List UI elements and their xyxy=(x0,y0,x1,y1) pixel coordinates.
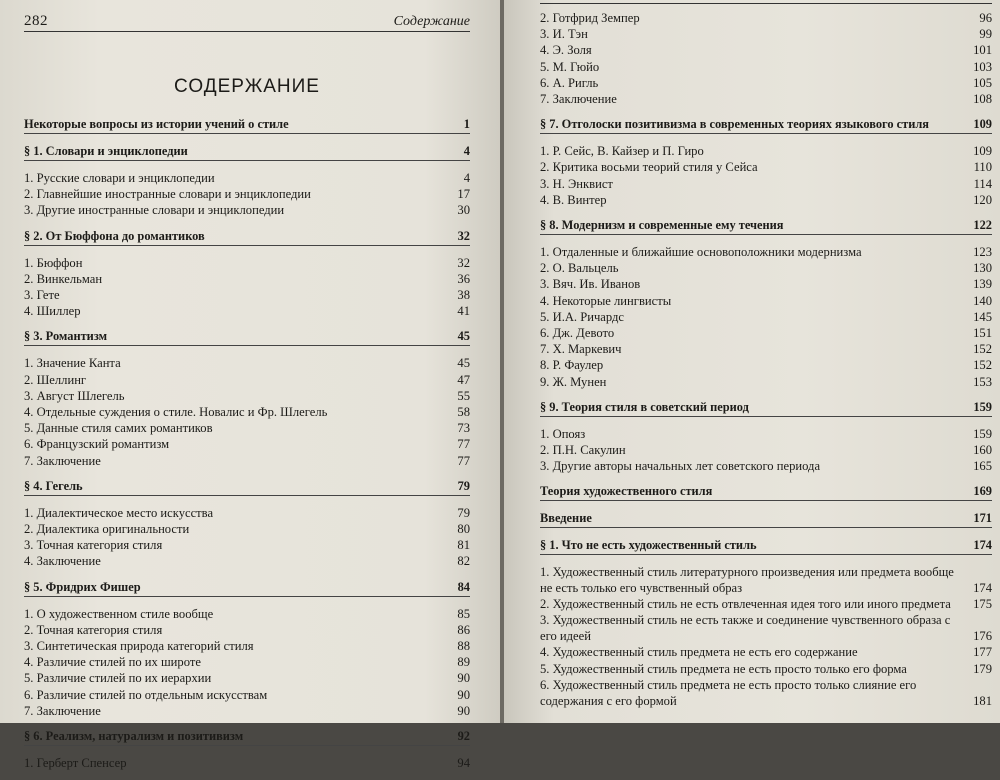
toc-page-number: 4 xyxy=(463,171,470,185)
toc-entry xyxy=(24,436,470,452)
toc-entry-title: 3. Точная категория стиля xyxy=(24,538,163,553)
toc-entry-title: 2. Критика восьми теорий стиля у Сейса xyxy=(540,160,758,175)
toc-entry-title: 1. Опояз xyxy=(540,426,586,441)
heading-rule xyxy=(540,133,992,134)
toc-page-number: 174 xyxy=(973,538,992,553)
toc-page-number: 90 xyxy=(457,703,470,718)
toc-entry xyxy=(540,159,992,175)
page-number: 282 xyxy=(24,13,48,29)
toc-page-number: 45 xyxy=(457,329,470,344)
toc-section-heading xyxy=(24,328,470,344)
heading-rule xyxy=(540,234,992,235)
toc-page-number: 176 xyxy=(973,629,992,644)
toc-entry-title: 1. О художественном стиле вообще xyxy=(24,606,214,621)
toc-entry-title: 1. Бюффон xyxy=(24,255,83,270)
toc-entry xyxy=(24,372,470,388)
running-head xyxy=(540,0,992,4)
toc-page-number: 160 xyxy=(973,443,992,458)
toc-entry-title: 4. В. Винтер xyxy=(540,192,607,207)
toc-page-number: 80 xyxy=(457,522,470,537)
toc-entry xyxy=(540,276,992,292)
toc-entry-title: 3. Художественный стиль не есть также и соединение чувственного образа с его идеей xyxy=(540,613,951,644)
toc-entry-title: § 5. Фридрих Фишер xyxy=(24,579,141,594)
toc-page-number: 174 xyxy=(973,581,992,596)
toc-section-heading xyxy=(540,217,992,233)
toc-entry xyxy=(540,293,992,309)
toc-entry-title: 6. Дж. Девото xyxy=(540,326,615,341)
toc-entry xyxy=(540,176,992,192)
heading-rule xyxy=(24,495,470,496)
toc-entry-title: 4. Шиллер xyxy=(24,304,81,319)
toc-page-number: 47 xyxy=(457,372,470,387)
toc-entry-title: 2. Точная категория стиля xyxy=(24,622,163,637)
toc-entry-title: 7. Заключение xyxy=(540,92,617,107)
toc-entry xyxy=(540,661,992,677)
toc-entry-title: 5. Художественный стиль предмета не есть просто только его форма xyxy=(540,661,907,676)
toc-entry xyxy=(540,458,992,474)
toc-entry xyxy=(540,564,992,596)
heading-rule xyxy=(540,500,992,501)
toc-page-number: 32 xyxy=(457,228,470,243)
toc-entry-title: 6. Художественный стиль предмета не есть просто только слияние его содержания с его формой xyxy=(540,677,917,708)
toc-entry xyxy=(24,755,470,771)
toc-entry-title: 2. Художественный стиль не есть отвлеченная идея того или иного предмета xyxy=(540,597,951,612)
toc-page-number: 82 xyxy=(457,554,470,569)
toc-entry xyxy=(540,374,992,390)
toc-page-number: 120 xyxy=(973,192,992,207)
heading-rule xyxy=(24,160,470,161)
toc-page-number: 114 xyxy=(973,176,992,191)
toc-entry-title: 2. Диалектика оригинальности xyxy=(24,522,190,537)
toc-entry xyxy=(24,670,470,686)
toc-page-number: 110 xyxy=(973,160,992,175)
toc-page-number: 73 xyxy=(457,421,470,436)
toc-entry-title: 8. Р. Фаулер xyxy=(540,358,604,373)
toc-page-number: 4 xyxy=(463,144,470,158)
toc-page-number: 153 xyxy=(973,374,992,389)
toc-entry-title: Теория художественного стиля xyxy=(540,484,713,499)
toc-page-number: 152 xyxy=(973,358,992,373)
heading-rule xyxy=(540,416,992,417)
toc-page-number: 179 xyxy=(973,661,992,676)
toc-entry xyxy=(24,553,470,569)
toc-page-number: 99 xyxy=(979,27,992,42)
toc-entry-title: § 1. Что не есть художественный стиль xyxy=(540,538,757,553)
heading-rule xyxy=(24,133,470,134)
toc-page-number: 108 xyxy=(973,92,992,107)
toc-entry xyxy=(540,644,992,660)
toc-page-number: 79 xyxy=(457,478,470,493)
toc-page-number: 45 xyxy=(457,356,470,371)
toc-entry xyxy=(24,202,470,218)
toc-entry xyxy=(24,271,470,287)
left-page xyxy=(0,0,500,771)
running-head-title: Содержание xyxy=(393,14,470,29)
toc-page-number: 123 xyxy=(973,245,992,260)
toc-page-number: 109 xyxy=(973,144,992,159)
toc-page-number: 58 xyxy=(457,405,470,420)
toc-page-number: 101 xyxy=(973,43,992,58)
toc-entry xyxy=(24,622,470,638)
toc-entry-title: 6. Французский романтизм xyxy=(24,437,170,452)
toc-page-number: 171 xyxy=(973,511,992,526)
toc-section-heading xyxy=(24,116,470,132)
toc-entry-title: 1. Художественный стиль литературного произведения или предмета вообще не есть только его чувственный образ xyxy=(540,565,954,596)
toc-page-number: 152 xyxy=(973,342,992,357)
toc-page-number: 94 xyxy=(457,756,470,771)
toc-entry xyxy=(540,309,992,325)
toc-page-number: 181 xyxy=(973,693,992,708)
toc-entry-title: 2. П.Н. Сакулин xyxy=(540,443,626,458)
toc-entry-title: 2. О. Вальцель xyxy=(540,261,619,276)
toc-entry xyxy=(540,26,992,42)
toc-entry xyxy=(540,75,992,91)
toc-page-number: 105 xyxy=(973,75,992,90)
toc-entry-title: 4. Различие стилей по их широте xyxy=(24,655,201,670)
toc-page-number: 32 xyxy=(457,255,470,270)
toc-page-number: 89 xyxy=(457,655,470,670)
toc-entry-title: 5. Различие стилей по их иерархии xyxy=(24,671,212,686)
toc-entry xyxy=(540,677,992,709)
toc-entry-title: 4. Э. Золя xyxy=(540,43,592,58)
toc-entry xyxy=(540,260,992,276)
heading-rule xyxy=(540,527,992,528)
toc-entry xyxy=(24,703,470,719)
toc-entry xyxy=(24,404,470,420)
page-number xyxy=(968,0,992,2)
toc-entry-title: 3. И. Тэн xyxy=(540,27,588,42)
toc-entry-title: 4. Художественный стиль предмета не есть его содержание xyxy=(540,645,858,660)
toc-entry xyxy=(24,521,470,537)
toc-section-heading xyxy=(24,728,470,744)
toc-entry-title: 2. Винкельман xyxy=(24,271,103,286)
toc-entry-title: 5. М. Гюйо xyxy=(540,59,600,74)
toc-entry xyxy=(24,453,470,469)
toc-entry-title: 6. А. Ригль xyxy=(540,75,599,90)
toc-page-number: 169 xyxy=(973,484,992,499)
toc-entry-title: § 2. От Бюффона до романтиков xyxy=(24,228,205,243)
toc-entry-title: Введение xyxy=(540,511,592,526)
toc-entry xyxy=(24,388,470,404)
toc-entry-title: 7. Заключение xyxy=(24,453,101,468)
toc-section-heading xyxy=(540,116,992,132)
toc-page-number: 90 xyxy=(457,671,470,686)
toc-entry-title: 1. Герберт Спенсер xyxy=(24,756,127,771)
toc-page-number: 177 xyxy=(973,645,992,660)
toc-entry xyxy=(24,638,470,654)
toc-entry xyxy=(540,192,992,208)
toc-entry xyxy=(24,654,470,670)
toc-entry xyxy=(540,426,992,442)
toc-page-number: 92 xyxy=(457,729,470,744)
toc-entry xyxy=(540,325,992,341)
toc-section-heading xyxy=(540,510,992,526)
toc-entry-title: § 6. Реализм, натурализм и позитивизм xyxy=(24,729,244,744)
toc-page-number: 77 xyxy=(457,453,470,468)
toc-entry-title: 3. Синтетическая природа категорий стиля xyxy=(24,639,254,654)
toc-entry xyxy=(24,255,470,271)
toc-page-number: 159 xyxy=(973,399,992,414)
toc-entry xyxy=(540,91,992,107)
toc-page-number: 55 xyxy=(457,388,470,403)
running-head xyxy=(24,8,470,32)
toc-entry-title: 5. Данные стиля самих романтиков xyxy=(24,421,213,436)
toc-page-number: 77 xyxy=(457,437,470,452)
toc-entry xyxy=(24,420,470,436)
toc-entry-title: § 8. Модернизм и современные ему течения xyxy=(540,218,784,233)
toc-page-number: 90 xyxy=(457,687,470,702)
toc-entry xyxy=(24,355,470,371)
heading-rule xyxy=(24,345,470,346)
toc-page-number: 130 xyxy=(973,261,992,276)
toc-page-number: 41 xyxy=(457,304,470,319)
toc-section-heading xyxy=(540,399,992,415)
toc-page-number: 30 xyxy=(457,203,470,218)
toc-entry-title: § 7. Отголоски позитивизма в современных теориях языкового стиля xyxy=(540,117,930,132)
toc-entry-title: 3. Н. Энквист xyxy=(540,176,613,191)
toc-entry-title: 3. Гете xyxy=(24,288,60,303)
toc-page-number: 81 xyxy=(457,538,470,553)
toc-entry xyxy=(540,42,992,58)
toc-entry xyxy=(24,303,470,319)
toc-right xyxy=(540,10,992,709)
toc-page-number: 139 xyxy=(973,277,992,292)
toc-entry xyxy=(540,59,992,75)
toc-entry xyxy=(540,596,992,612)
toc-entry-title: 7. Х. Маркевич xyxy=(540,342,622,357)
toc-entry-title: 3. Другие иностранные словари и энциклопедии xyxy=(24,203,285,218)
toc-section-heading xyxy=(540,483,992,499)
right-page xyxy=(504,0,1000,723)
toc-page-number: 84 xyxy=(457,579,470,594)
toc-section-heading xyxy=(540,537,992,553)
toc-entry xyxy=(540,10,992,26)
toc-entry xyxy=(24,170,470,186)
toc-page-number: 145 xyxy=(973,309,992,324)
toc-entry-title: 3. Вяч. Ив. Иванов xyxy=(540,277,641,292)
toc-page-number: 36 xyxy=(457,271,470,286)
toc-entry xyxy=(540,442,992,458)
toc-page-number: 122 xyxy=(973,218,992,233)
toc-page-number: 1 xyxy=(463,117,470,131)
toc-entry-title: 1. Русские словари и энциклопедии xyxy=(24,171,215,185)
toc-section-heading xyxy=(24,228,470,244)
toc-entry-title: 4. Заключение xyxy=(24,554,101,569)
toc-entry-title: Некоторые вопросы из истории учений о стиле xyxy=(24,117,289,131)
toc-page-number: 109 xyxy=(973,117,992,132)
toc-entry xyxy=(540,612,992,644)
heading-rule xyxy=(24,596,470,597)
heading-rule xyxy=(540,554,992,555)
toc-entry-title: 5. И.А. Ричардс xyxy=(540,309,625,324)
toc-entry-title: 1. Диалектическое место искусства xyxy=(24,505,214,520)
toc-page-number: 175 xyxy=(973,597,992,612)
toc-entry-title: 1. Отдаленные и ближайшие основоположники модернизма xyxy=(540,245,862,260)
toc-entry xyxy=(540,357,992,373)
toc-page-number: 38 xyxy=(457,288,470,303)
toc-entry-title: 1. Р. Сейс, В. Кайзер и П. Гиро xyxy=(540,144,704,159)
toc-entry xyxy=(24,687,470,703)
toc-page-number: 79 xyxy=(457,505,470,520)
toc-entry xyxy=(24,537,470,553)
toc-entry-title: 7. Заключение xyxy=(24,703,101,718)
toc-section-heading xyxy=(24,143,470,159)
toc-page-number: 86 xyxy=(457,622,470,637)
toc-entry-title: 1. Значение Канта xyxy=(24,356,121,371)
toc-entry-title: 6. Различие стилей по отдельным искусствам xyxy=(24,687,268,702)
toc-page-number: 151 xyxy=(973,326,992,341)
toc-page-number: 165 xyxy=(973,459,992,474)
toc-entry-title: § 9. Теория стиля в советский период xyxy=(540,399,749,414)
toc-entry-title: 2. Главнейшие иностранные словари и энциклопедии xyxy=(24,187,311,202)
toc-entry xyxy=(24,287,470,303)
toc-page-number: 159 xyxy=(973,426,992,441)
toc-entry-title: § 4. Гегель xyxy=(24,478,83,493)
toc-page-number: 85 xyxy=(457,606,470,621)
toc-entry xyxy=(540,143,992,159)
toc-entry-title: 2. Шеллинг xyxy=(24,372,87,387)
heading-rule xyxy=(24,745,470,746)
toc-section-heading xyxy=(24,579,470,595)
toc-entry xyxy=(540,244,992,260)
running-head-title xyxy=(540,0,616,2)
toc-entry xyxy=(540,341,992,357)
contents-title: СОДЕРЖАНИЕ xyxy=(174,76,320,97)
toc-entry-title: § 3. Романтизм xyxy=(24,329,108,344)
toc-left xyxy=(24,116,470,780)
toc-entry-title: 3. Другие авторы начальных лет советского периода xyxy=(540,459,821,474)
toc-entry-title: 2. Готфрид Земпер xyxy=(540,11,640,25)
toc-section-heading xyxy=(24,478,470,494)
toc-entry xyxy=(24,505,470,521)
toc-page-number: 17 xyxy=(457,187,470,202)
toc-page-number: 88 xyxy=(457,639,470,654)
toc-entry-title: 9. Ж. Мунен xyxy=(540,374,607,389)
heading-rule xyxy=(24,245,470,246)
toc-page-number: 103 xyxy=(973,59,992,74)
toc-entry xyxy=(24,606,470,622)
toc-entry-title: 3. Август Шлегель xyxy=(24,388,125,403)
toc-entry-title: 4. Некоторые лингвисты xyxy=(540,293,672,308)
toc-page-number: 96 xyxy=(979,11,992,25)
toc-page-number: 140 xyxy=(973,293,992,308)
toc-entry xyxy=(24,186,470,202)
toc-entry-title: 4. Отдельные суждения о стиле. Новалис и Фр. Шлегель xyxy=(24,405,328,420)
toc-entry-title: § 1. Словари и энциклопедии xyxy=(24,144,188,158)
